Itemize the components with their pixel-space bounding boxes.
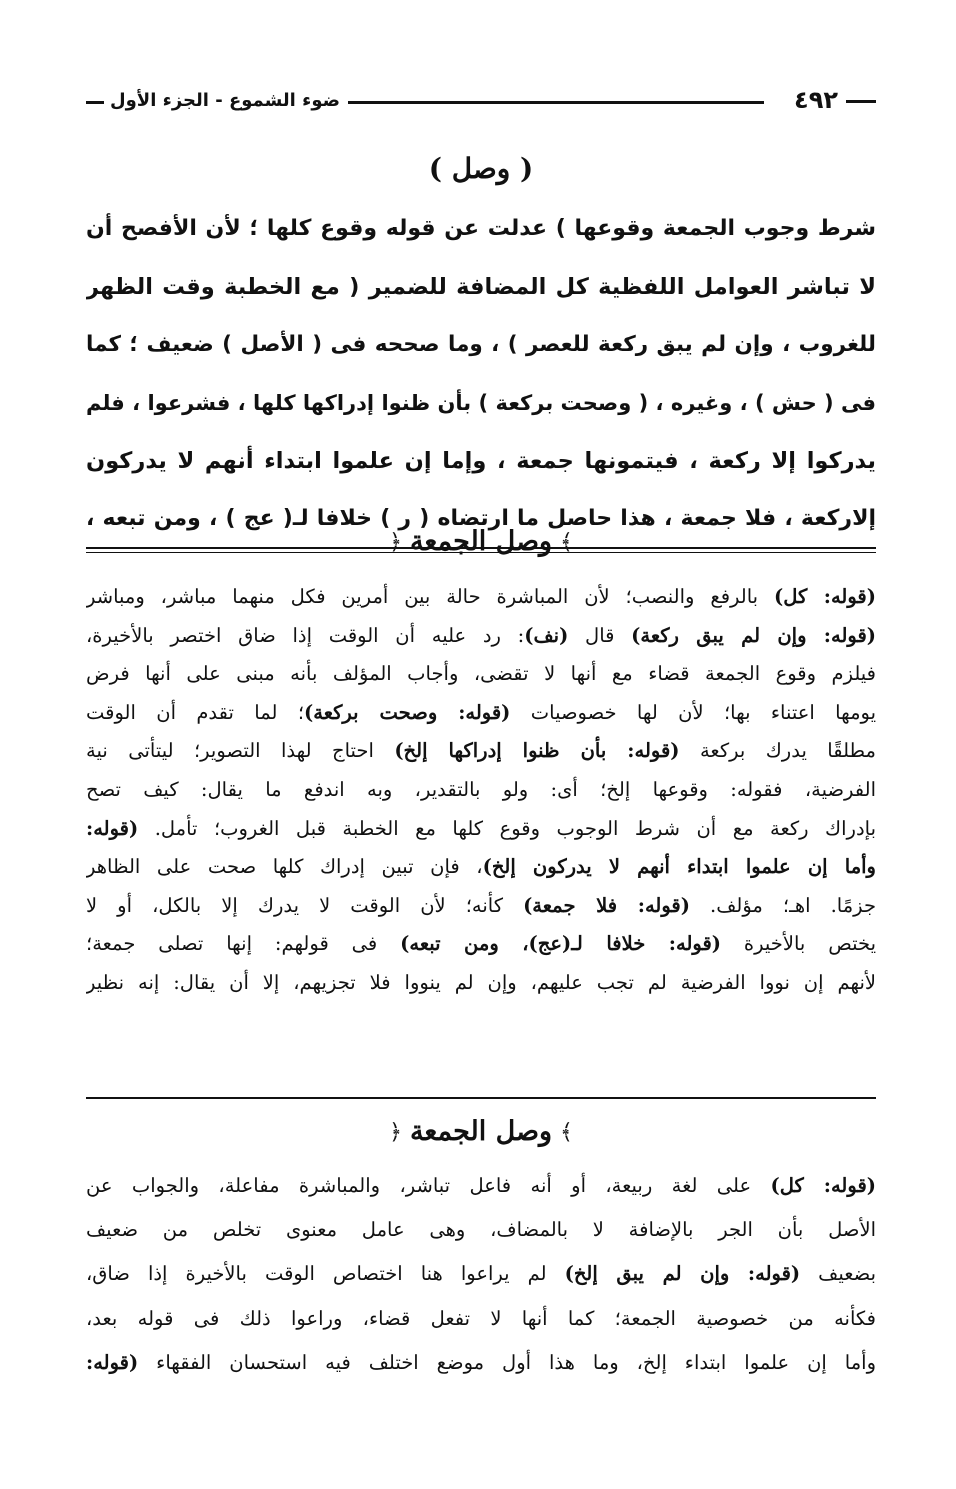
commentary-text: قال [568, 623, 632, 647]
quoted-lemma: (قوله: فلا جمعة) [523, 893, 690, 917]
commentary-text: : رد عليه أن الوقت إذا ضاق اختصر بالأخيرة، [86, 623, 525, 647]
ornament-open-icon: ﴾ [560, 529, 573, 555]
quoted-lemma: (قوله: كل) [770, 1174, 876, 1197]
main-text-line: إلاركعة ، فلا جمعة ، هذا حاصل ما ارتضاه ( ر ) خلافا لـ( عج ) ، ومن تبعه ، [86, 506, 876, 531]
commentary-text: فيلزم وقوع الجمعة قضاء مع أنها لا تقضى، وأجاب المؤلف بأنه مبنى على أنها فرض [86, 662, 876, 686]
commentary-line [86, 887, 876, 926]
main-text-line: شرط وجوب الجمعة وقوعها ) عدلت عن قوله وقوع كلها ؛ لأن الأفصح أن [86, 216, 876, 241]
quoted-lemma: (قوله: بأن ظنوا إدراكها إلخ) [394, 739, 680, 763]
commentary-text: الأصل بأن الجر بالإضافة لا بالمضاف، وهى عامل معنوى تخلص من ضعيف [86, 1218, 876, 1242]
commentary-line [86, 1252, 876, 1296]
commentary-text: جزمًا. اهـ؛ مؤلف. [689, 893, 876, 917]
commentary-text: بإدراك ركعة مع أن شرط الوجوب وقوع كلها مع الخطبة قبل الغروب؛ تأمل. [138, 816, 876, 840]
commentary-text: ، فإن تبين إدراك كلها صحت على الظاهر [86, 855, 483, 879]
main-text-line: للغروب ، وإن لم يبق ركعة للعصر ) ، وما صححه فى ( الأصل ) ضعيف ؛ كما [86, 332, 876, 357]
commentary-heading-1-text: وصل الجمعة [409, 526, 553, 557]
commentary-line [86, 694, 876, 733]
commentary-text: يختص بالأخيرة [721, 932, 876, 956]
commentary-line [86, 617, 876, 656]
main-text [86, 200, 876, 548]
commentary-heading-2 [86, 1108, 876, 1156]
commentary-block-2 [86, 1164, 876, 1385]
commentary-line [86, 732, 876, 771]
main-section-heading: ( وصل ) [428, 152, 534, 185]
quoted-lemma: (قوله: وصحت بركعة) [304, 700, 511, 724]
commentary-text: على لغة ربيعة، أو أنه فاعل تباشر، والمباشرة مفاعلة، والجواب عن [86, 1174, 771, 1197]
commentary-heading-2-text: وصل الجمعة [409, 1116, 553, 1147]
main-text-line: فى ( حش ) ، وغيره ، ( وصحت بركعة ) بأن ظنوا إدراكها كلها ، فشرعوا ، فلم [86, 391, 876, 415]
commentary-line [86, 848, 876, 887]
commentary-text: احتاج لهذا التصوير؛ ليتأتى نية [86, 739, 395, 763]
quoted-lemma: (قوله: كل) [774, 585, 876, 608]
commentary-text: مطلقًا يدرك بركعة [679, 739, 876, 763]
commentary-line [86, 810, 876, 849]
commentary-line [86, 578, 876, 617]
commentary-text: فى قولهم: إنها تصلى جمعة؛ [86, 932, 401, 956]
header-rule [348, 101, 764, 104]
commentary-heading-1 [86, 518, 876, 566]
commentary-text: الفرضية، فقوله: وقوعها إلخ؛ أى: ولو بالتقدير، وبه اندفع ما يقال: كيف تصح [86, 777, 876, 801]
commentary-line [86, 771, 876, 810]
main-text-line: لا تباشر العوامل اللفظية كل المضافة للضمير ( مع الخطبة وقت الظهر [86, 274, 876, 300]
commentary-text: بالرفع والنصب؛ لأن المباشرة حالة بين أمرين فكل منهما مباشر، ومباشر [86, 585, 774, 608]
page-number: ٤٩٢ [784, 88, 876, 112]
commentary-text: يومها اعتناء بها؛ لأن لها خصوصيات [510, 700, 876, 724]
commentary-line [86, 1341, 876, 1385]
quoted-lemma: (قوله: [86, 1350, 139, 1374]
commentary-text: لأنهم إن نووا الفرضية لم تجب عليهم، وإن لم ينووا فلا تجزيهم، إلا أن يقال: إنه نظير [86, 970, 876, 994]
quoted-lemma: (قوله: [86, 816, 139, 840]
commentary-line [86, 1164, 876, 1208]
commentary-text: لم يراعوا هنا اختصاص الوقت بالأخيرة إذا ضاق، [86, 1262, 565, 1286]
ornament-close-icon: ﴿ [389, 529, 402, 555]
quoted-lemma: (قوله: خلافا لـ(عج)، ومن تبعه) [400, 932, 722, 956]
section-divider-2 [86, 1097, 876, 1099]
commentary-block-1 [86, 578, 876, 1003]
commentary-text: فكأنه من خصوصية الجمعة؛ كما أنها لا تفعل قضاء، وراعوا ذلك فى قوله بعد، [86, 1306, 876, 1330]
commentary-line [86, 925, 876, 964]
running-header [86, 86, 876, 126]
commentary-text: وأما إن علموا ابتداء إلخ، وما هذا أول موضع اختلف فيه استحسان الفقهاء [138, 1350, 876, 1374]
quoted-lemma: (قوله: وإن لم يبق إلخ) [564, 1262, 801, 1286]
main-text-line: يدركوا إلا ركعة ، فيتمونها جمعة ، وإما إن علموا ابتداء أنهم لا يدركون [86, 448, 876, 474]
commentary-text: كأنه؛ لأن الوقت لا يدرك إلا بالكل، أو لا [86, 893, 524, 917]
quoted-lemma: (نف) [524, 623, 569, 647]
commentary-line [86, 1297, 876, 1341]
commentary-line [86, 1208, 876, 1252]
book-title: ضوء الشموع - الجزء الأول [110, 90, 340, 111]
ornament-close-icon: ﴿ [389, 1119, 402, 1145]
commentary-text: ؛ لما تقدم أن الوقت [86, 700, 305, 724]
commentary-text: بضعيف [800, 1262, 876, 1286]
quoted-lemma: (قوله: وإن لم يبق ركعة) [631, 623, 876, 647]
commentary-line [86, 964, 876, 1003]
commentary-line [86, 655, 876, 694]
quoted-lemma: وأما إن علموا ابتداء أنهم لا يدركون إلخ) [482, 855, 876, 879]
ornament-open-icon: ﴾ [560, 1119, 573, 1145]
